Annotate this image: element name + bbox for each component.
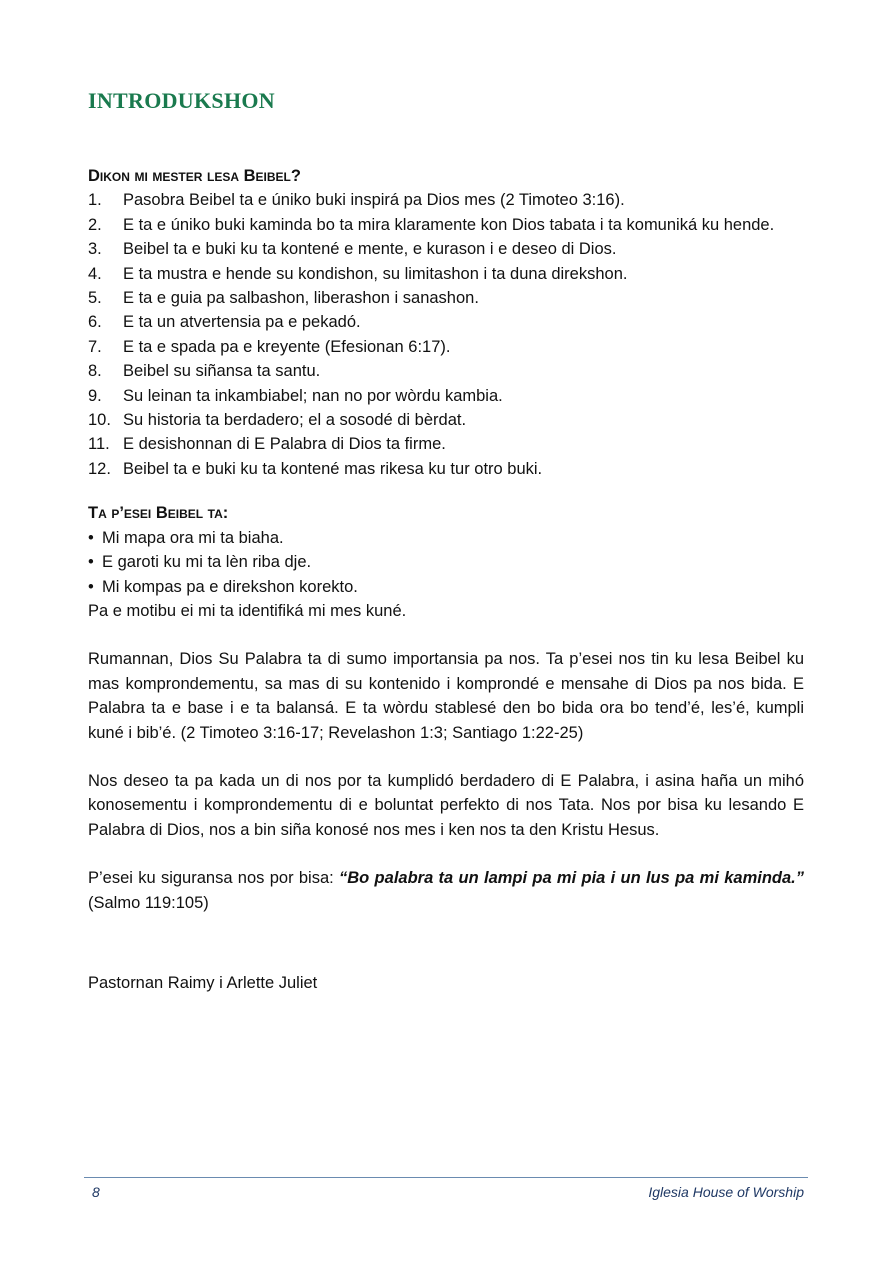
assurance-lead: P’esei ku siguransa nos por bisa: xyxy=(88,869,340,888)
footer-organization: Iglesia House of Worship xyxy=(648,1184,804,1200)
section-heading-bible-is: Ta p’esei Beibel ta: xyxy=(88,504,229,523)
item-text: Pasobra Beibel ta e úniko buki inspirá pa Dios mes (2 Timoteo 3:16). xyxy=(123,191,625,210)
page-number: 8 xyxy=(92,1184,100,1200)
list-item xyxy=(88,335,804,359)
bullet-item xyxy=(88,575,804,599)
bullet-text: Mi mapa ora mi ta biaha. xyxy=(102,528,284,547)
footer-divider xyxy=(84,1177,808,1178)
paragraph-importance: Rumannan, Dios Su Palabra ta di sumo importansia pa nos. Ta p’esei nos tin ku lesa Beibel ku mas komprondementu, sa mas di su kontenido i komprondé e mensahe di Dios pa nos bida. E Palabra ta e base i e ta balansá. E ta wòrdu stablesé den bo bida ora bo tend’é, les’é, kumpli kuné i bib’é. (2 Timoteo 3:16-17; Revelashon 1:3; Santiago 1:22-25) xyxy=(88,650,804,742)
list-item xyxy=(88,213,804,237)
reasons-list xyxy=(88,188,804,481)
list-item xyxy=(88,432,804,456)
bullet-icon: • xyxy=(88,577,94,596)
bullets-closing: Pa e motibu ei mi ta identifiká mi mes kuné. xyxy=(88,601,407,620)
item-number: 12. xyxy=(88,459,111,478)
item-text: Su historia ta berdadero; el a sosodé di bèrdat. xyxy=(123,411,467,430)
list-item xyxy=(88,457,804,481)
scripture-quote: “Bo palabra ta un lampi pa mi pia i un lus pa mi kaminda.” xyxy=(339,869,804,888)
item-text: E ta e spada pa e kreyente (Efesionan 6:17). xyxy=(123,337,451,356)
signature: Pastornan Raimy i Arlette Juliet xyxy=(88,973,318,992)
bullet-icon: • xyxy=(88,528,94,547)
item-number: 7. xyxy=(88,337,102,356)
item-text: E ta un atvertensia pa e pekadó. xyxy=(123,313,361,332)
item-number: 1. xyxy=(88,191,102,210)
item-number: 3. xyxy=(88,240,102,259)
bullet-item xyxy=(88,550,804,574)
page-content xyxy=(88,164,804,995)
item-text: Beibel ta e buki ku ta kontené mas rikesa ku tur otro buki. xyxy=(123,459,543,478)
item-number: 8. xyxy=(88,362,102,381)
bible-is-section xyxy=(88,501,804,623)
item-number: 10. xyxy=(88,411,111,430)
paragraph-desire: Nos deseo ta pa kada un di nos por ta kumplidó berdadero di E Palabra, i asina haña un mihó konosementu i komprondementu di e boluntat perfekto di nos Tata. Nos por bisa ku lesando E Palabra di Dios, nos a bin siña konosé nos mes i ken nos ta den Kristu Hesus. xyxy=(88,771,804,839)
list-item xyxy=(88,262,804,286)
section-heading-why-read: Dikon mi mester lesa Beibel? xyxy=(88,167,301,185)
list-item xyxy=(88,188,804,212)
item-text: E ta e úniko buki kaminda bo ta mira klaramente kon Dios tabata i ta komuniká ku hende. xyxy=(123,215,775,234)
item-text: Su leinan ta inkambiabel; nan no por wòrdu kambia. xyxy=(123,386,503,405)
scripture-reference: (Salmo 119:105) xyxy=(88,893,209,912)
list-item xyxy=(88,408,804,432)
list-item xyxy=(88,384,804,408)
item-number: 2. xyxy=(88,215,102,234)
item-number: 5. xyxy=(88,289,102,308)
list-item xyxy=(88,237,804,261)
item-text: Beibel ta e buki ku ta kontené e mente, e kurason i e deseo di Dios. xyxy=(123,240,617,259)
item-number: 6. xyxy=(88,313,102,332)
item-number: 11. xyxy=(88,435,110,454)
item-text: E ta e guia pa salbashon, liberashon i sanashon. xyxy=(123,289,479,308)
paragraph-assurance xyxy=(88,866,804,915)
list-item xyxy=(88,359,804,383)
item-number: 4. xyxy=(88,264,102,283)
list-item xyxy=(88,286,804,310)
bullet-icon: • xyxy=(88,553,94,572)
item-text: E desishonnan di E Palabra di Dios ta firme. xyxy=(123,435,446,454)
bullet-item xyxy=(88,526,804,550)
bullet-text: Mi kompas pa e direkshon korekto. xyxy=(102,577,358,596)
bullet-list xyxy=(88,526,804,599)
item-text: Beibel su siñansa ta santu. xyxy=(123,362,321,381)
item-number: 9. xyxy=(88,386,102,405)
list-item xyxy=(88,310,804,334)
bullet-text: E garoti ku mi ta lèn riba dje. xyxy=(102,553,312,572)
page-title: INTRODUKSHON xyxy=(88,88,275,113)
item-text: E ta mustra e hende su kondishon, su limitashon i ta duna direkshon. xyxy=(123,264,628,283)
